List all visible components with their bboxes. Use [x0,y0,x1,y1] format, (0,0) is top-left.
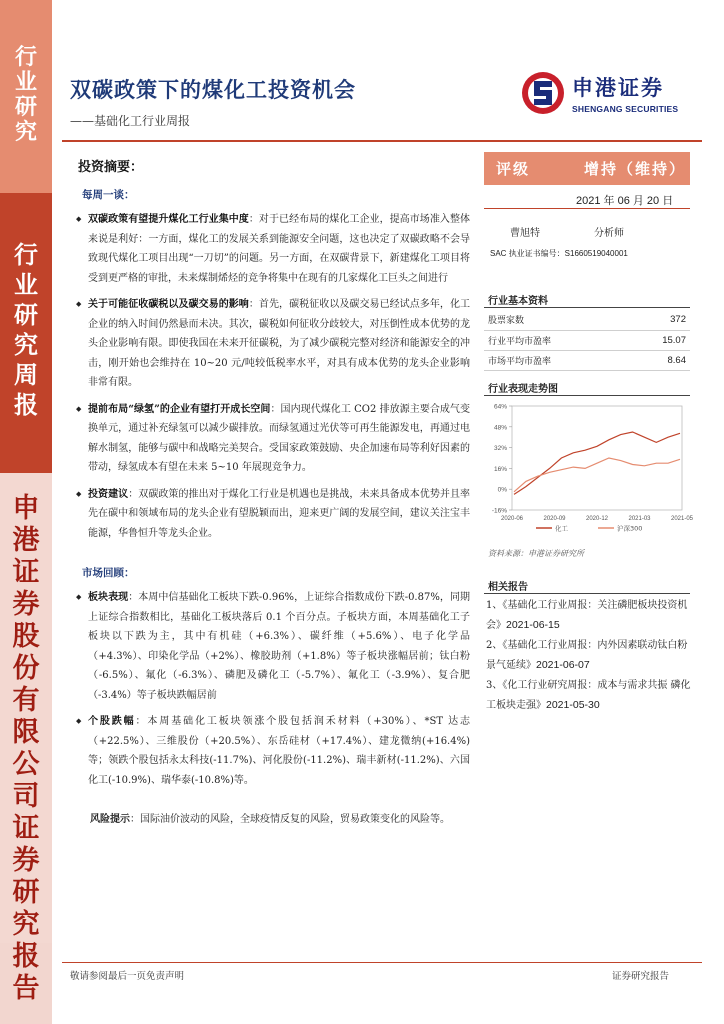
header-divider [62,140,702,142]
related-report-link[interactable]: 3、《化工行业研究周报：成本与需求共振 磷化工板块走强》2021-05-30 [486,680,691,711]
legend-label: 化工 [555,524,568,533]
legend-label: 沪深300 [617,524,643,533]
y-tick-label: 0% [497,486,507,494]
logo-text-en: SHENGANG SECURITIES [572,104,679,114]
date-divider [484,208,690,209]
side-label-company: 申 港 证 券 股 份 有 限 公 司 证 券 研 究 报 告 [0,473,52,943]
related-reports-list [486,597,692,717]
table-row: 股票家数 372 [484,310,690,330]
main-content [70,152,470,830]
industry-basics-heading: 行业基本资料 [488,296,548,307]
risk-warning: 风险提示：国际油价波动的风险，全球疫情反复的风险，贸易政策变化的风险等。 [90,814,450,825]
side-label-industry-research: 行 业 研 究 [0,0,52,193]
side-label-weekly-report: 行 业 研 究 周 报 [0,193,52,473]
summary-bullet: ◆ 关于可能征收碳税以及碳交易的影响：首先，碳税征收以及碳交易已经试点多年，化工企业的纳入时间仍然悬而未决。其次，碳税如何征收分歧较大，对压倒性成本优势的龙头企业影响有限。即使我国在未来开征碳税，为了减少碳税完整对经济和能源安全的冲击，刚开始也会维持在 10~20 元/吨较低税率水平，对具有成本优势的龙头企业影响非常有限。 [70,295,470,393]
y-tick-label: -16% [491,507,507,515]
x-tick-label: 2021-03 [628,516,651,522]
analyst-sac-number: SAC 执业证书编号：S1660519040001 [490,249,628,258]
rating-banner [484,152,690,185]
weekly-talk-heading: 每周一谈： [82,189,135,201]
y-tick-label: 16% [493,465,507,473]
x-tick-label: 2020-12 [585,516,609,522]
document-subtitle: ——基础化工行业周报 [70,114,191,128]
market-review-heading: 市场回顾： [82,567,135,579]
trend-divider [484,395,690,396]
summary-bullet-list [70,210,470,543]
x-tick-label: 2020-09 [543,516,566,522]
y-tick-label: 32% [493,445,507,453]
logo-mark-icon [520,70,566,116]
rating-value: 增持（维持） [584,160,687,178]
footer-divider [62,962,702,963]
document-title: 双碳政策下的煤化工投资机会 [70,77,356,102]
table-row: 行业平均市盈率 15.07 [484,330,690,350]
y-tick-label: 48% [493,424,507,432]
investment-summary-heading: 投资摘要： [78,160,144,175]
summary-bullet: ◆ 提前布局“绿氢”的企业有望打开成长空间：国内现代煤化工 CO2 排放源主要合成气变换单元，通过补充绿氢可以减少碳排放。而绿氢通过光伏等可再生能源发电，再通过电解水制氢，能够与碳中和战略完美契合。受国家政策鼓励、央企加速布局等利好因素的带动，绿氢成本有望在未来 5~10 年展现竞争力。 [70,400,470,478]
series-line-沪深300 [514,458,680,492]
side-band [0,0,52,1024]
chart-source-note: 资料来源：申港证券研究所 [488,549,584,558]
industry-trend-chart [484,400,694,536]
industry-basics-table [484,310,690,371]
market-bullet: ◆ 板块表现：本周中信基础化工板块下跌-0.96%，上证综合指数成份下跌-0.87%，同期上证综合指数相比，基础化工板块落后 0.1 个百分点。子板块方面，本周基础化工子板块以下跌为主，其中有机硅（+6.3%）、碳纤维（+5.6%）、电子化学品（+4.3%）、印染化学品（+2%）、橡胶助剂（+1.8%）等子板块涨幅居前；钛白粉（-6.5%）、氟化（-6.3%）、磷肥及磷化工（-5.7%）、氟化工（-3.9%）、复合肥（-3.4%）等子板块跌幅居前 [70,588,470,705]
logo-text-cn: 申港证券 [572,76,664,100]
industry-trend-heading: 行业表现走势图 [488,384,558,395]
chart-frame [512,406,682,510]
summary-bullet: ◆ 投资建议：双碳政策的推出对于煤化工行业是机遇也是挑战，未来具备成本优势并且率先在碳中和领域布局的龙头企业有望脱颖而出，迎来更广阔的发展空间，建议关注宝丰能源，华鲁恒升等龙头企业。 [70,485,470,544]
x-tick-label: 2020-06 [500,516,524,522]
related-reports-heading: 相关报告 [488,582,528,593]
related-report-link[interactable]: 1、《基础化工行业周报：关注磷肥板块投资机会》2021-06-15 [486,600,688,631]
related-report-link[interactable]: 2、《基础化工行业周报：内外因素联动钛白粉景气延续》2021-06-07 [486,640,688,671]
company-logo [520,64,710,122]
y-tick-label: 64% [493,403,507,411]
footer-disclaimer: 敬请参阅最后一页免责声明 [70,971,185,982]
footer-report-type: 证券研究报告 [612,971,670,982]
rating-label: 评级 [496,160,531,178]
market-bullet-list [70,588,470,790]
table-row: 市场平均市盈率 8.64 [484,350,690,370]
x-tick-label: 2021-05 [670,516,694,522]
analyst-name: 曹旭特 [510,228,540,239]
report-date: 2021 年 06 月 20 日 [576,195,674,207]
basics-divider [484,307,690,308]
related-divider [484,593,690,594]
market-bullet: ◆ 个股跌幅：本周基础化工板块领涨个股包括润禾材料（+30%）、*ST 达志（+22.5%）、三维股份（+20.5%）、东岳硅材（+17.4%）、建龙微纳(+16.4%)等；领跌个股包括永太科技(-11.7%)、河化股份(-11.2%)、瑞丰新材(-11.2%)、六国化工(-10.9%)、瑞华泰(-10.8%)等。 [70,712,470,790]
summary-bullet: ◆ 双碳政策有望提升煤化工行业集中度：对于已经布局的煤化工企业，提高市场准入整体来说是利好：一方面，煤化工的发展关系到能源安全问题，这也决定了双碳政略不会导致现代煤化工项目出现“一刀切”的问题。另一方面，在双碳背景下，新建煤化工项目将受到更严格的审批，未来煤制烯烃的竞争将集中在现有的几家煤化工巨头之间进行 [70,210,470,288]
analyst-role: 分析师 [594,228,624,239]
